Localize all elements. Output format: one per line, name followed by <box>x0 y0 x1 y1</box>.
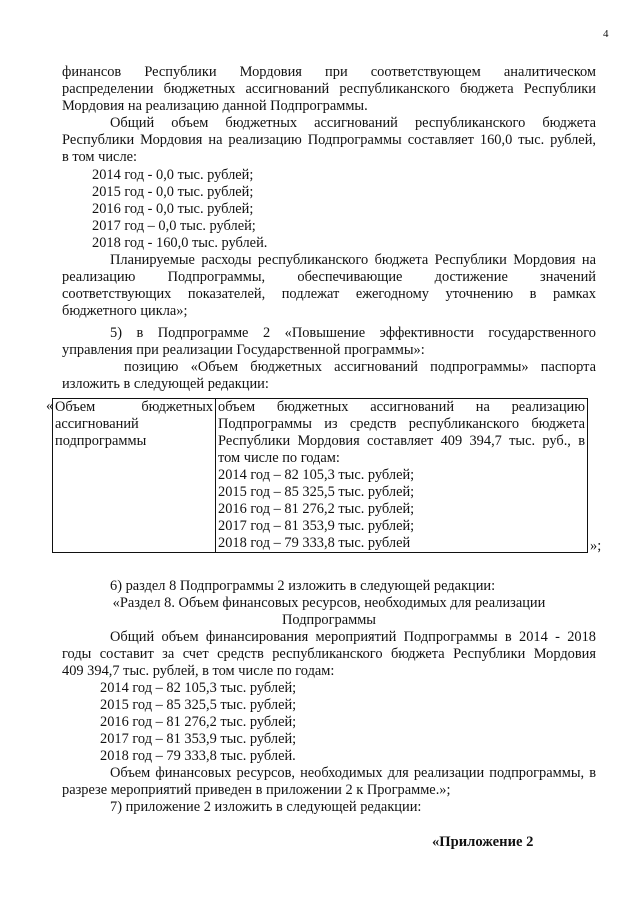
year-item: 2016 год – 81 276,2 тыс. рублей; <box>100 714 297 730</box>
text-line: 5) в Подпрограмме 2 «Повышение эффективности государственного <box>110 325 596 341</box>
text-line: объем бюджетных ассигнований на реализацию <box>218 399 585 415</box>
table-cell-label <box>53 399 216 553</box>
text-line: финансов Республики Мордовия при соответствующем аналитическом <box>62 64 596 80</box>
text-line: Объем финансовых ресурсов, необходимых для реализации подпрограммы, в <box>110 765 596 781</box>
year-item: 2015 год – 85 325,5 тыс. рублей; <box>218 484 415 500</box>
text-line: том числе по годам: <box>218 450 340 466</box>
year-item: 2014 год – 82 105,3 тыс. рублей; <box>100 680 297 696</box>
year-item: 2017 год – 0,0 тыс. рублей; <box>92 218 256 234</box>
text-line: распределении бюджетных ассигнований республиканского бюджета Республики <box>62 81 596 97</box>
text-line: разрезе мероприятий приведен в приложении 2 к Программе.»; <box>62 782 451 798</box>
item-7-paragraph <box>62 799 596 816</box>
text-line: изложить в следующей редакции: <box>62 376 269 392</box>
year-item: 2018 год – 79 333,8 тыс. рублей <box>218 535 411 551</box>
text-line: ассигнований <box>55 416 139 432</box>
text-line: 409 394,7 тыс. рублей, в том числе по годам: <box>62 663 335 679</box>
text-line: 7) приложение 2 изложить в следующей редакции: <box>110 799 422 815</box>
passport-table <box>52 398 588 553</box>
table-cell-value <box>216 399 588 553</box>
year-item: 2017 год – 81 353,9 тыс. рублей; <box>218 518 415 534</box>
year-item: 2017 год – 81 353,9 тыс. рублей; <box>100 731 297 747</box>
year-list-2 <box>100 680 296 765</box>
year-list-1 <box>92 167 267 252</box>
appendix-heading: «Приложение 2 <box>432 834 534 850</box>
text-line: позицию «Объем бюджетных ассигнований подпрограммы» паспорта <box>124 359 596 375</box>
year-item: 2016 год - 0,0 тыс. рублей; <box>92 201 254 217</box>
text-line: Планируемые расходы республиканского бюджета Республики Мордовия на <box>110 252 596 268</box>
text-line: Общий объем бюджетных ассигнований республиканского бюджета <box>110 115 596 131</box>
text-line: Объем бюджетных <box>55 399 213 415</box>
planned-expenses-paragraph <box>62 252 596 320</box>
position-paragraph <box>62 359 596 393</box>
text-line: годы составит за счет средств республиканского бюджета Республики Мордовия <box>62 646 596 662</box>
volume-paragraph <box>62 765 596 799</box>
text-line: Мордовия на реализацию данной Подпрограммы. <box>62 98 368 114</box>
text-line: соответствующих показателей, подлежат ежегодному уточнению в рамках <box>62 286 596 302</box>
total-financing-paragraph <box>62 629 596 680</box>
text-line: Республики Мордовия на реализацию Подпрограммы составляет 160,0 тыс. рублей, <box>62 132 596 148</box>
text-line: управления при реализации Государственной программы»: <box>62 342 425 358</box>
table-row <box>53 399 588 553</box>
text-line: Общий объем финансирования мероприятий Подпрограммы в 2014 - 2018 <box>110 629 596 645</box>
year-item: 2018 год – 79 333,8 тыс. рублей. <box>100 748 296 764</box>
text-line: бюджетного цикла»; <box>62 303 188 319</box>
year-item: 2016 год – 81 276,2 тыс. рублей; <box>218 501 415 517</box>
page-number: 4 <box>603 28 609 40</box>
text-line: в том числе: <box>62 149 138 165</box>
table-close-quote: »; <box>590 538 602 554</box>
year-item: 2018 год - 160,0 тыс. рублей. <box>92 235 268 251</box>
text-line: реализацию Подпрограммы, обеспечивающие достижение значений <box>62 269 596 285</box>
year-item: 2014 год - 0,0 тыс. рублей; <box>92 167 254 183</box>
section-8-title-line: Подпрограммы <box>282 612 376 628</box>
table-open-quote: « <box>46 398 54 414</box>
year-item: 2014 год – 82 105,3 тыс. рублей; <box>218 467 415 483</box>
text-line: Республики Мордовия составляет 409 394,7 тыс. руб., в <box>218 433 585 449</box>
item-5-paragraph <box>62 325 596 359</box>
text-line: Подпрограммы из средств республиканского бюджета <box>218 416 585 432</box>
item-6-paragraph <box>62 578 596 595</box>
text-line: 6) раздел 8 Подпрограммы 2 изложить в следующей редакции: <box>110 578 496 594</box>
year-item: 2015 год – 85 325,5 тыс. рублей; <box>100 697 297 713</box>
text-line: подпрограммы <box>55 433 147 449</box>
section-8-title-line: «Раздел 8. Объем финансовых ресурсов, необходимых для реализации <box>112 595 546 611</box>
year-item: 2015 год - 0,0 тыс. рублей; <box>92 184 254 200</box>
intro-paragraph <box>62 64 596 115</box>
total-funding-paragraph <box>62 115 596 166</box>
